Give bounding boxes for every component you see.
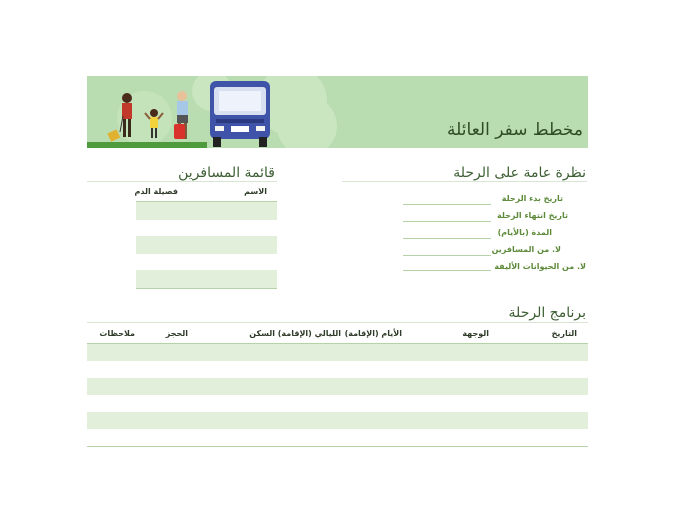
field-input-end-date[interactable] [403,221,491,222]
itinerary-row[interactable] [87,412,588,429]
itinerary-col-nights: الليالي (الإقامة) [277,329,341,338]
field-input-duration[interactable] [403,238,491,239]
field-input-pets[interactable] [403,270,491,271]
itinerary-heading-rule [87,322,588,323]
itinerary-col-notes: ملاحظات [99,329,135,338]
field-label-end-date: تاريخ انتهاء الرحلة [497,211,568,220]
itinerary-row[interactable] [87,344,588,361]
document-title: مخطط سفر العائلة [447,120,583,140]
overview-heading: نظرة عامة على الرحلة [453,165,586,181]
itinerary-heading: برنامج الرحلة [508,305,586,321]
itinerary-col-reservation: الحجز [165,329,188,338]
overview-heading-rule [342,181,587,182]
itinerary-row[interactable] [87,378,588,395]
travelers-row[interactable] [136,202,277,220]
travelers-row[interactable] [136,270,277,288]
family-illustration-icon [87,76,207,148]
travelers-col-blood-type: فصيلة الدم [134,187,178,196]
travelers-row[interactable] [136,236,277,254]
itinerary-col-destination: الوجهة [462,329,489,338]
field-input-travelers[interactable] [403,255,491,256]
travelers-bottom-line [136,288,277,289]
travelers-heading-rule [87,181,277,182]
itinerary-col-lodging: السكن [249,329,275,338]
field-label-travelers: لا. من المسافرين [491,245,561,254]
itinerary-bottom-line [87,446,588,447]
header-banner [87,76,588,148]
field-label-pets: لا. من الحيوانات الأليفة [494,262,586,271]
travelers-col-name: الاسم [244,187,267,196]
field-label-start-date: تاريخ بدء الرحلة [501,194,563,203]
itinerary-col-days: الأيام (الإقامة) [344,329,402,338]
itinerary-col-date: التاريخ [551,329,577,338]
field-label-duration: المدة (بالأيام) [497,228,552,237]
travelers-heading: قائمة المسافرين [178,165,275,181]
field-input-start-date[interactable] [403,204,491,205]
bus-illustration-icon [207,79,275,148]
